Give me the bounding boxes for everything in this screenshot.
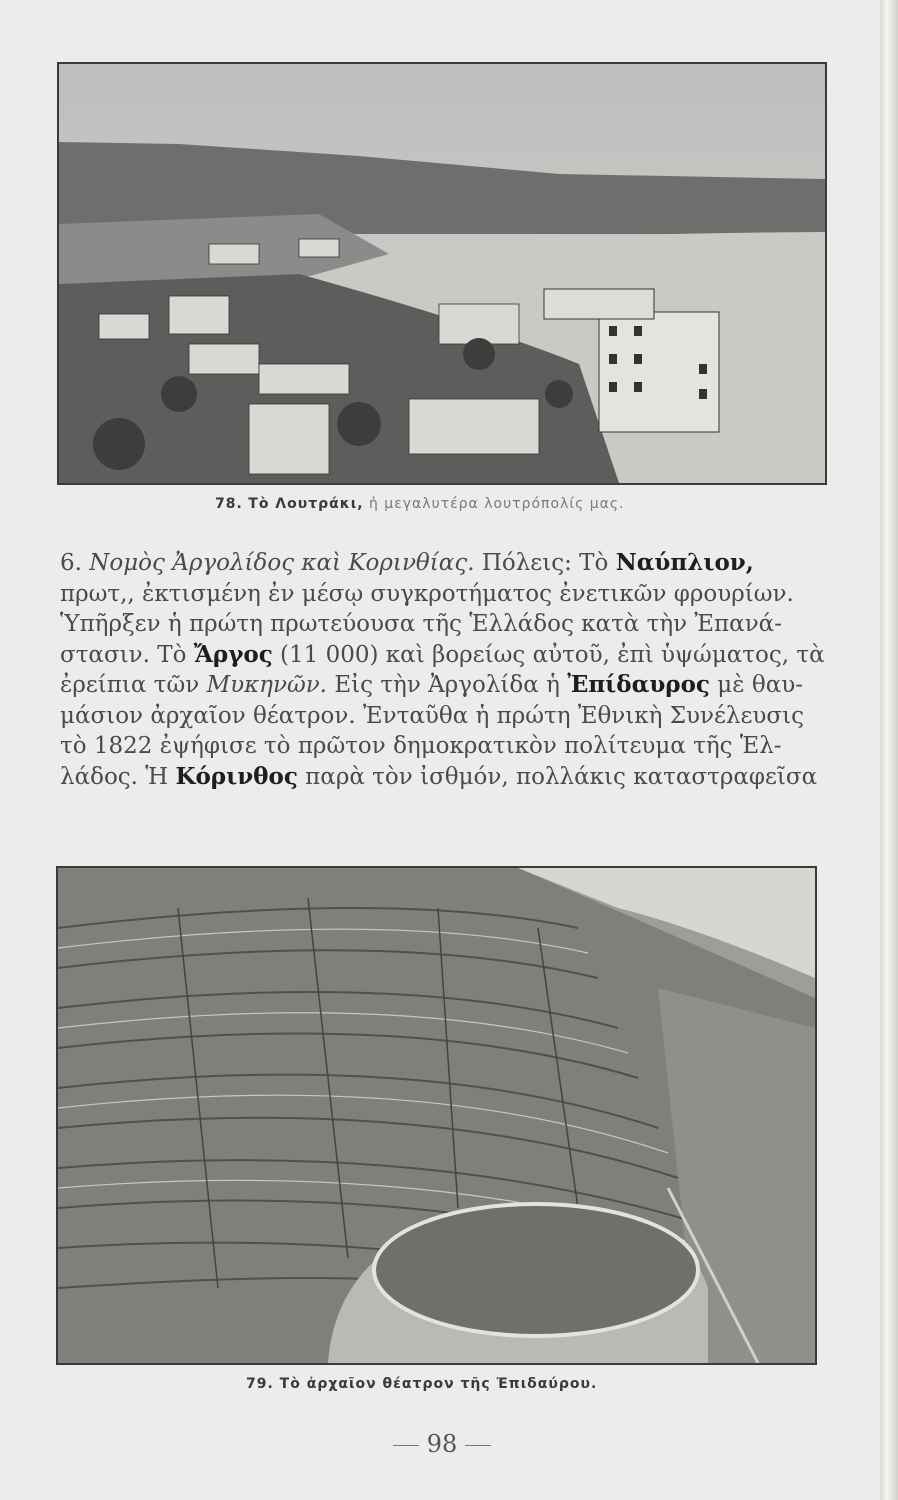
text-line-4 [60,640,825,671]
text-run: λάδος. Ἡ [60,763,169,790]
photo-loutraki [57,62,827,485]
text-line-2: πρωτ,, ἐκτισμένη ἐν μέσῳ συγκροτήματος ἐνετικῶν φρουρίων. [60,580,794,607]
section-number: 6. [60,550,82,576]
figure-79-caption: 79. Τὸ ἀρχαῖον θέατρον τῆς Ἐπιδαύρου. [246,1376,598,1392]
figure-78-subtitle: ἡ μεγαλυτέρα λουτρόπολίς μας. [368,496,625,512]
text-run: Εἰς τὴν Ἀργολίδα ἡ [334,672,560,698]
text-run: ἐρείπια τῶν [60,672,200,698]
text-line-1 [60,548,820,579]
place-argos: Ἄργος [193,640,273,668]
text-run: (11 000) καὶ βορείως αὐτοῦ, ἐπὶ ὑψώματος, τὰ [280,641,825,668]
page-number-footer [382,1430,502,1458]
photo-epidaurus-theatre [56,866,817,1365]
section-text [60,548,825,792]
place-mycenae: Μυκηνῶν. [206,672,327,698]
text-line-8 [60,762,820,793]
text-run: στασιν. Τὸ [60,641,187,668]
page-edge [880,0,898,1500]
text-line-3: Ὑπῆρξεν ἡ πρώτη πρωτεύουσα τῆς Ἑλλάδος κατὰ τὴν Ἐπανά- [60,611,782,637]
text-run: μὲ θαυ- [717,672,803,698]
page-number: 98 [426,1430,458,1458]
section-heading: Νομὸς Ἀργολίδος καὶ Κορινθίας. [89,550,475,576]
text-run: Πόλεις: Τὸ [481,550,609,576]
text-line-7: τὸ 1822 ἐψήφισε τὸ πρῶτον δημοκρατικὸν πολίτευμα τῆς Ἑλ- [60,733,782,759]
dash-left [393,1445,419,1446]
place-corinth: Κόρινθος [175,762,298,790]
figure-78-caption [215,496,625,512]
text-line-6: μάσιον ἀρχαῖον θέατρον. Ἐνταῦθα ἡ πρώτη Ἐθνικὴ Συνέλευσις [60,702,804,729]
figure-78-title: Τὸ Λουτράκι, [248,496,364,512]
place-nafplion: Ναύπλιον, [615,549,754,576]
figure-78-number: 78. [215,496,243,512]
text-line-5 [60,670,820,701]
dash-right [465,1445,491,1446]
text-run: παρὰ τὸν ἰσθμόν, πολλάκις καταστραφεῖσα [305,763,818,790]
place-epidaurus: Ἐπίδαυρος [567,671,710,698]
